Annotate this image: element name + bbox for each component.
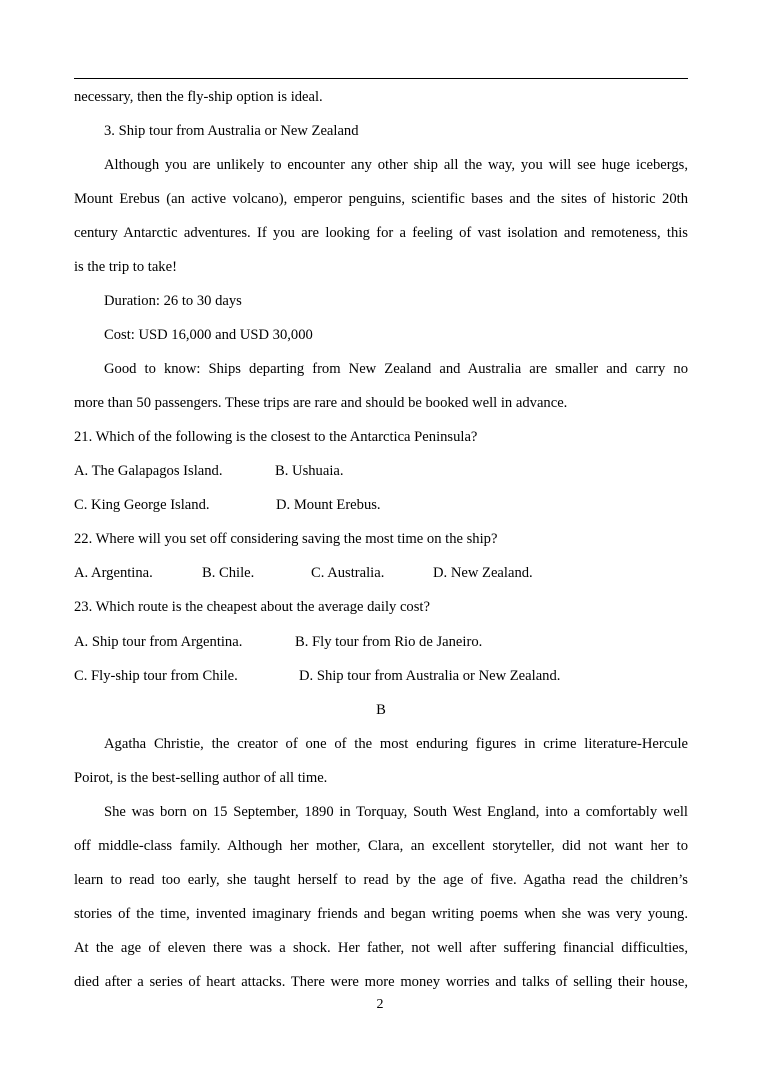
paragraph-line: Good to know: Ships departing from New Zealand and Australia are smaller and carry no xyxy=(104,361,688,377)
answer-option: D. New Zealand. xyxy=(433,565,533,581)
answer-option: C. Australia. xyxy=(311,565,385,581)
answer-option: B. Chile. xyxy=(202,565,255,581)
paragraph-line: Poirot, is the best-selling author of all time. xyxy=(74,770,328,786)
paragraph-line: off middle-class family. Although her mother, Clara, an excellent storyteller, did not want her to xyxy=(74,838,688,854)
paragraph-line: Although you are unlikely to encounter any other ship all the way, you will see huge icebergs, xyxy=(104,157,688,173)
answer-option: B. Fly tour from Rio de Janeiro. xyxy=(295,634,483,650)
paragraph-line: died after a series of heart attacks. There were more money worries and talks of selling their house, xyxy=(74,974,688,990)
answer-option: A. Ship tour from Argentina. xyxy=(74,634,243,650)
paragraph-line: century Antarctic adventures. If you are looking for a feeling of vast isolation and remoteness, this xyxy=(74,225,688,241)
answer-option: D. Ship tour from Australia or New Zealand. xyxy=(299,668,561,684)
header-rule xyxy=(74,78,688,79)
answer-option: A. The Galapagos Island. xyxy=(74,463,223,479)
paragraph-line: more than 50 passengers. These trips are rare and should be booked well in advance. xyxy=(74,395,568,411)
answer-option: A. Argentina. xyxy=(74,565,153,581)
answer-option: C. Fly-ship tour from Chile. xyxy=(74,668,238,684)
page-number: 2 xyxy=(376,997,384,1012)
continued-line: necessary, then the fly-ship option is ideal. xyxy=(74,89,323,105)
answer-option: D. Mount Erebus. xyxy=(276,497,381,513)
paragraph-line: Mount Erebus (an active volcano), emperor penguins, scientific bases and the sites of historic 20th xyxy=(74,191,688,207)
question-stem: 21. Which of the following is the closest to the Antarctica Peninsula? xyxy=(74,429,478,445)
answer-option: C. King George Island. xyxy=(74,497,210,513)
section-heading: 3. Ship tour from Australia or New Zealand xyxy=(104,123,359,139)
paragraph-line: Agatha Christie, the creator of one of the most enduring figures in crime literature-Hercule xyxy=(104,736,688,752)
paragraph-line: learn to read too early, she taught herself to read by the age of five. Agatha read the children’s xyxy=(74,872,688,888)
question-stem: 22. Where will you set off considering saving the most time on the ship? xyxy=(74,531,498,547)
duration-text: Duration: 26 to 30 days xyxy=(104,293,242,309)
paragraph-line: She was born on 15 September, 1890 in Torquay, South West England, into a comfortably well xyxy=(104,804,688,820)
paragraph-line: is the trip to take! xyxy=(74,259,177,275)
question-stem: 23. Which route is the cheapest about the average daily cost? xyxy=(74,599,430,615)
answer-option: B. Ushuaia. xyxy=(275,463,344,479)
cost-text: Cost: USD 16,000 and USD 30,000 xyxy=(104,327,313,343)
paragraph-line: stories of the time, invented imaginary friends and began writing poems when she was very young. xyxy=(74,906,688,922)
paragraph-line: At the age of eleven there was a shock. Her father, not well after suffering financial difficulties, xyxy=(74,940,688,956)
section-label: B xyxy=(376,702,386,718)
